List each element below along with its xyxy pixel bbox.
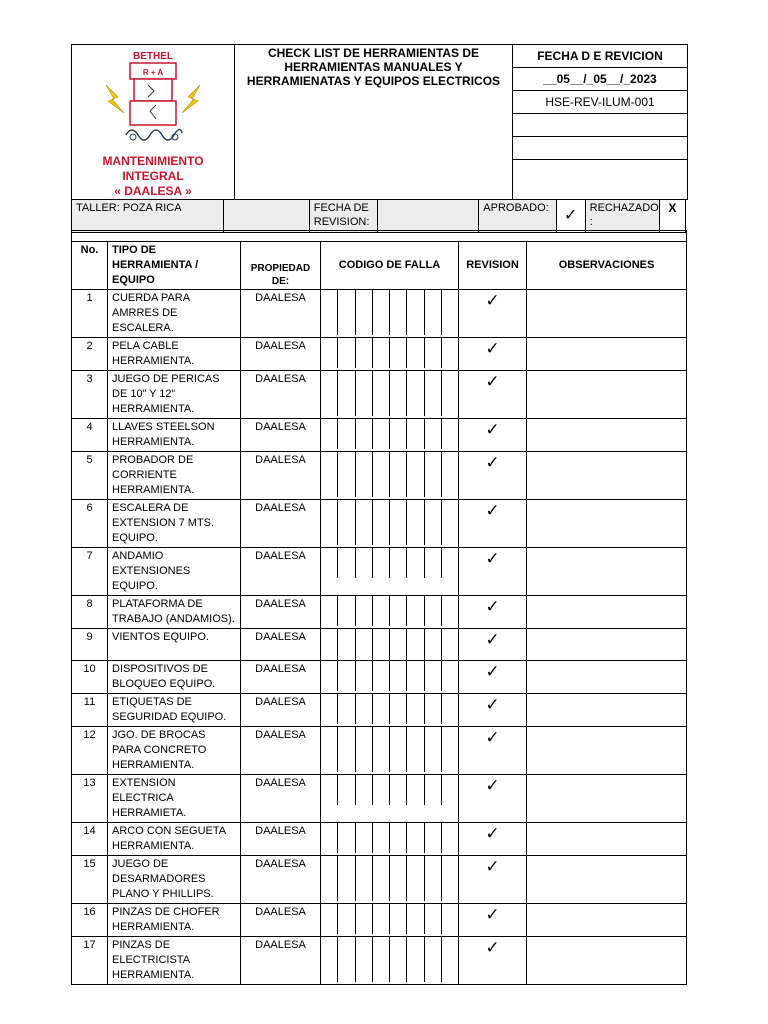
logo-brand-text: BETHEL — [133, 51, 173, 62]
table-row — [72, 694, 687, 727]
row-observaciones[interactable] — [527, 775, 687, 823]
row-revision-check[interactable]: ✓ — [459, 452, 527, 500]
row-number: 15 — [72, 856, 108, 904]
col-header-revision: REVISION — [459, 242, 527, 290]
row-propiedad: DAALESA — [241, 371, 321, 419]
row-observaciones[interactable] — [527, 937, 687, 985]
row-revision-check[interactable]: ✓ — [459, 629, 527, 661]
row-observaciones[interactable] — [527, 856, 687, 904]
row-revision-check[interactable]: ✓ — [459, 856, 527, 904]
row-propiedad: DAALESA — [241, 629, 321, 661]
row-propiedad: DAALESA — [241, 452, 321, 500]
row-observaciones[interactable] — [527, 290, 687, 338]
row-observaciones[interactable] — [527, 596, 687, 629]
row-number: 8 — [72, 596, 108, 629]
review-date-label: FECHA D E REVICION — [513, 45, 687, 68]
row-number: 12 — [72, 727, 108, 775]
table-row — [72, 856, 687, 904]
row-number: 1 — [72, 290, 108, 338]
row-tipo: PELA CABLE HERRAMIENTA. — [108, 338, 241, 371]
row-revision-check[interactable]: ✓ — [459, 694, 527, 727]
row-propiedad: DAALESA — [241, 290, 321, 338]
row-propiedad: DAALESA — [241, 596, 321, 629]
row-observaciones[interactable] — [527, 548, 687, 596]
row-tipo: CUERDA PARA AMRRES DE ESCALERA. — [108, 290, 241, 338]
row-codigo-falla[interactable] — [321, 727, 459, 775]
rechazado-checkbox[interactable]: X — [659, 200, 685, 233]
row-tipo: JUEGO DE DESARMADORES PLANO Y PHILLIPS. — [108, 856, 241, 904]
row-tipo: ETIQUETAS DE SEGURIDAD EQUIPO. — [108, 694, 241, 727]
row-revision-check[interactable]: ✓ — [459, 937, 527, 985]
row-tipo: LLAVES STEELSON HERRAMIENTA. — [108, 419, 241, 452]
col-header-no: No. — [72, 242, 108, 290]
lightning-icon — [106, 85, 124, 113]
row-codigo-falla[interactable] — [321, 419, 459, 452]
fecha-revision-value[interactable] — [377, 200, 478, 233]
row-propiedad: DAALESA — [241, 937, 321, 985]
table-row — [72, 548, 687, 596]
row-number: 14 — [72, 823, 108, 856]
row-tipo: EXTENSION ELECTRICA HERRAMIETA. — [108, 775, 241, 823]
table-row — [72, 596, 687, 629]
info-row — [71, 199, 686, 233]
row-observaciones[interactable] — [527, 371, 687, 419]
row-revision-check[interactable]: ✓ — [459, 338, 527, 371]
review-info-panel — [513, 45, 688, 200]
row-tipo: DISPOSITIVOS DE BLOQUEO EQUIPO. — [108, 661, 241, 694]
row-codigo-falla[interactable] — [321, 661, 459, 694]
row-observaciones[interactable] — [527, 727, 687, 775]
row-propiedad: DAALESA — [241, 823, 321, 856]
lightning-icon — [182, 85, 200, 113]
row-propiedad: DAALESA — [241, 694, 321, 727]
table-row — [72, 629, 687, 661]
row-tipo: ESCALERA DE EXTENSION 7 MTS. EQUIPO. — [108, 500, 241, 548]
row-revision-check[interactable]: ✓ — [459, 500, 527, 548]
row-tipo: JUEGO DE PERICAS DE 10” Y 12” HERRAMIENTA. — [108, 371, 241, 419]
row-number: 5 — [72, 452, 108, 500]
review-blank-row — [513, 137, 687, 160]
row-number: 10 — [72, 661, 108, 694]
row-codigo-falla[interactable] — [321, 500, 459, 548]
taller-blank — [224, 200, 309, 233]
row-codigo-falla[interactable] — [321, 371, 459, 419]
row-tipo: PLATAFORMA DE TRABAJO (ANDAMIOS). — [108, 596, 241, 629]
taller-label: TALLER: POZA RICA — [72, 200, 224, 233]
logo-company-line1: MANTENIMIENTO INTEGRAL — [102, 154, 204, 183]
logo-graphic — [78, 45, 228, 171]
table-body — [72, 290, 687, 985]
table-row — [72, 823, 687, 856]
rechazado-label: RECHAZADO : — [585, 200, 659, 233]
row-tipo: PINZAS DE CHOFER HERRAMIENTA. — [108, 904, 241, 937]
row-observaciones[interactable] — [527, 904, 687, 937]
row-tipo: ARCO CON SEGUETA HERRAMIENTA. — [108, 823, 241, 856]
row-revision-check[interactable]: ✓ — [459, 823, 527, 856]
row-number: 13 — [72, 775, 108, 823]
review-blank-row — [513, 160, 687, 183]
review-blank-row — [513, 114, 687, 137]
row-number: 11 — [72, 694, 108, 727]
row-revision-check[interactable]: ✓ — [459, 290, 527, 338]
table-row — [72, 419, 687, 452]
row-propiedad: DAALESA — [241, 904, 321, 937]
row-observaciones[interactable] — [527, 338, 687, 371]
table-row — [72, 727, 687, 775]
row-tipo: PINZAS DE ELECTRICISTA HERRAMIENTA. — [108, 937, 241, 985]
table-row — [72, 904, 687, 937]
row-revision-check[interactable]: ✓ — [459, 548, 527, 596]
table-row — [72, 290, 687, 338]
row-observaciones[interactable] — [527, 419, 687, 452]
table-row — [72, 371, 687, 419]
logo-company-line2: « DAALESA » — [114, 184, 192, 198]
table-row — [72, 937, 687, 985]
table-header-row — [72, 242, 687, 290]
row-revision-check[interactable]: ✓ — [459, 775, 527, 823]
row-revision-check[interactable]: ✓ — [459, 661, 527, 694]
row-number: 17 — [72, 937, 108, 985]
row-tipo: ANDAMIO EXTENSIONES EQUIPO. — [108, 548, 241, 596]
document-header — [71, 44, 688, 200]
col-header-codigo: CODIGO DE FALLA — [321, 242, 459, 290]
row-propiedad: DAALESA — [241, 500, 321, 548]
fecha-revision-label: FECHA DE REVISION: — [309, 200, 377, 233]
review-date-value: __05__/_05__/_2023 — [513, 68, 687, 91]
row-observaciones[interactable] — [527, 823, 687, 856]
table-row — [72, 775, 687, 823]
row-propiedad: DAALESA — [241, 419, 321, 452]
table-row — [72, 338, 687, 371]
row-revision-check[interactable]: ✓ — [459, 419, 527, 452]
row-codigo-falla[interactable] — [321, 290, 459, 338]
checklist-table — [71, 230, 687, 985]
table-row — [72, 661, 687, 694]
row-revision-check[interactable]: ✓ — [459, 727, 527, 775]
row-codigo-falla[interactable] — [321, 596, 459, 629]
col-header-propiedad: PROPIEDAD DE: — [241, 242, 321, 290]
row-revision-check[interactable]: ✓ — [459, 371, 527, 419]
row-number: 3 — [72, 371, 108, 419]
row-observaciones[interactable] — [527, 452, 687, 500]
col-header-tipo: TIPO DE HERRAMIENTA / EQUIPO — [108, 242, 241, 290]
row-number: 4 — [72, 419, 108, 452]
row-codigo-falla[interactable] — [321, 775, 459, 823]
row-codigo-falla[interactable] — [321, 452, 459, 500]
row-codigo-falla[interactable] — [321, 629, 459, 661]
row-codigo-falla[interactable] — [321, 694, 459, 727]
row-number: 6 — [72, 500, 108, 548]
row-number: 9 — [72, 629, 108, 661]
document-code: HSE-REV-ILUM-001 — [513, 91, 687, 114]
row-codigo-falla[interactable] — [321, 937, 459, 985]
row-revision-check[interactable]: ✓ — [459, 904, 527, 937]
row-number: 16 — [72, 904, 108, 937]
row-codigo-falla[interactable] — [321, 904, 459, 937]
row-observaciones[interactable] — [527, 629, 687, 661]
document-title: CHECK LIST DE HERRAMIENTAS DE HERRAMIENTAS MANUALES Y HERRAMIENATAS Y EQUIPOS ELECTRICOS — [235, 45, 513, 200]
spacer-row — [72, 231, 687, 242]
row-propiedad: DAALESA — [241, 775, 321, 823]
row-observaciones[interactable] — [527, 661, 687, 694]
row-tipo: JGO. DE BROCAS PARA CONCRETO HERRAMIENTA. — [108, 727, 241, 775]
table-row — [72, 500, 687, 548]
row-propiedad: DAALESA — [241, 548, 321, 596]
aprobado-label: APROBADO: — [479, 200, 556, 233]
svg-text:R + A: R + A — [142, 68, 164, 77]
row-revision-check[interactable]: ✓ — [459, 596, 527, 629]
row-codigo-falla[interactable] — [321, 856, 459, 904]
row-tipo: PROBADOR DE CORRIENTE HERRAMIENTA. — [108, 452, 241, 500]
row-tipo: VIENTOS EQUIPO. — [108, 629, 241, 661]
row-codigo-falla[interactable] — [321, 823, 459, 856]
row-number: 7 — [72, 548, 108, 596]
company-logo — [72, 45, 235, 200]
row-propiedad: DAALESA — [241, 856, 321, 904]
row-observaciones[interactable] — [527, 694, 687, 727]
row-propiedad: DAALESA — [241, 338, 321, 371]
row-codigo-falla[interactable] — [321, 338, 459, 371]
table-row — [72, 452, 687, 500]
col-header-observaciones: OBSERVACIONES — [527, 242, 687, 290]
row-codigo-falla[interactable] — [321, 548, 459, 596]
aprobado-checkbox[interactable]: ✓ — [556, 200, 585, 233]
row-observaciones[interactable] — [527, 500, 687, 548]
row-propiedad: DAALESA — [241, 727, 321, 775]
row-number: 2 — [72, 338, 108, 371]
row-propiedad: DAALESA — [241, 661, 321, 694]
